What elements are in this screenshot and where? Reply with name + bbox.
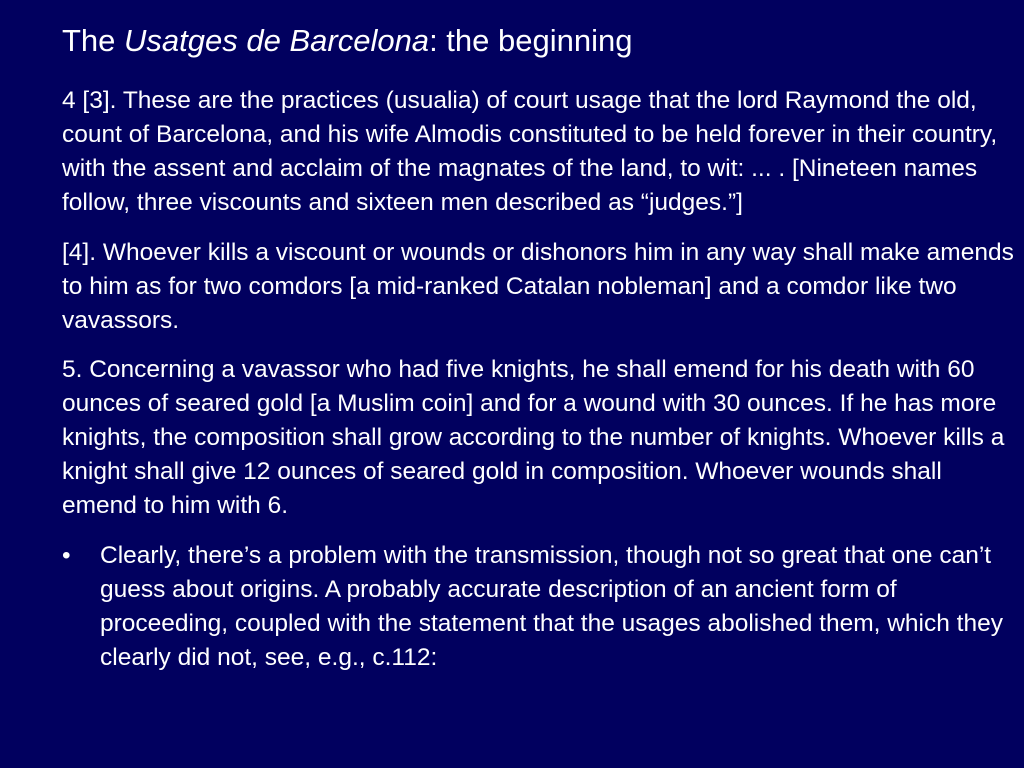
bullet-icon: • <box>62 542 71 569</box>
paragraph-4: [4]. Whoever kills a viscount or wounds or dishonors him in any way shall make amends to him as for two comdors [a mid-ranked Catalan nobleman] and a comdor like two vavassors. <box>62 239 1014 334</box>
title-prefix: The <box>62 23 125 58</box>
slide-title <box>62 22 632 60</box>
slide-content <box>62 84 1016 675</box>
paragraph-5: 5. Concerning a vavassor who had five knights, he shall emend for his death with 60 ounces of seared gold [a Muslim coin] and for a wound with 30 ounces. If he has more knights, the composition shall grow according to the number of knights. Whoever kills a knight shall give 12 ounces of seared gold in composition. Whoever wounds shall emend to him with 6. <box>62 356 1005 519</box>
title-suffix: : the beginning <box>429 23 633 58</box>
title-italic: Usatges de Barcelona <box>124 23 430 58</box>
bullet-text: Clearly, there’s a problem with the transmission, though not so great that one can’t guess about origins. A probably accurate description of an ancient form of proceeding, coupled with the statement that the usages abolished them, which they clearly did not, see, e.g., c.112: <box>100 542 1003 671</box>
bullet-item <box>62 539 1016 675</box>
paragraph-4-3: 4 [3]. These are the practices (usualia) of court usage that the lord Raymond the old, count of Barcelona, and his wife Almodis constituted to be held forever in their country, with the assent and acclaim of the magnates of the land, to wit: ... . [Nineteen names follow, three viscounts and sixteen men described as “judges.”] <box>62 87 998 216</box>
